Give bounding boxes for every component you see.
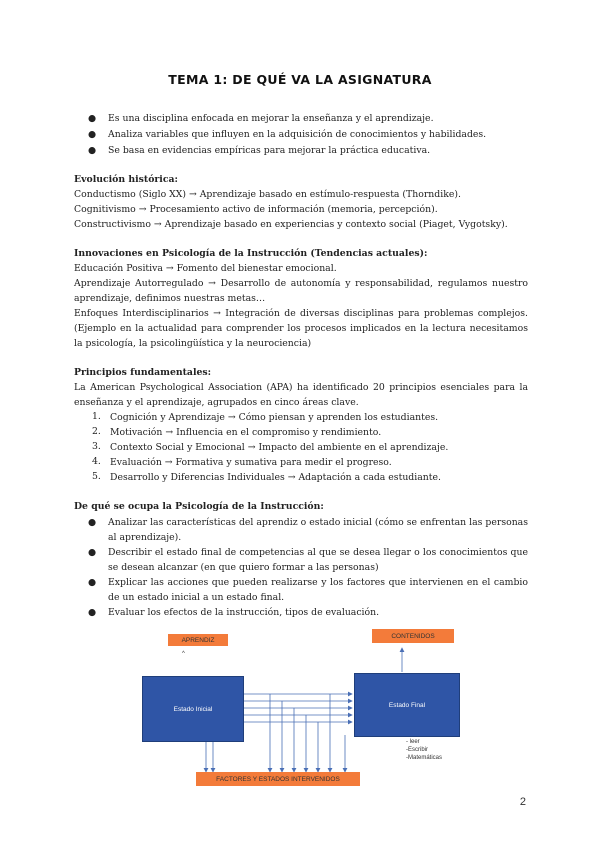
aprendiz-note-icon: ^ (182, 651, 185, 657)
skill-item: -Matemáticas (406, 755, 443, 761)
ocupa-bullet: Describir el estado final de competencias al que se desea llegar o los conocimientos que se desean alcanzar (en que quiero formar a las personas) (108, 547, 528, 573)
estado-final-box: Estado Final (354, 673, 460, 737)
innovaciones-line: Aprendizaje Autorregulado → Desarrollo de autonomía y responsabilidad, regulamos nuestro aprendizaje, definimos nuestras metas… (74, 278, 528, 304)
list-number: 2. (92, 426, 101, 437)
intro-bullet: Se basa en evidencias empíricas para mejorar la práctica educativa. (108, 145, 431, 156)
principio-item: Desarrollo y Diferencias Individuales → Adaptación a cada estudiante. (110, 472, 441, 483)
intro-bullet: Es una disciplina enfocada en mejorar la enseñanza y el aprendizaje. (108, 113, 434, 124)
ocupa-bullet: Evaluar los efectos de la instrucción, tipos de evaluación. (108, 607, 380, 618)
section-heading: Evolución histórica: (74, 174, 178, 185)
page-title: TEMA 1: DE QUÉ VA LA ASIGNATURA (168, 72, 432, 87)
evolucion-line: Cognitivismo → Procesamiento activo de información (memoria, percepción). (74, 204, 438, 215)
section-heading: Innovaciones en Psicología de la Instrucción (Tendencias actuales): (74, 248, 428, 259)
bullet-icon: ● (88, 145, 97, 156)
principio-item: Cognición y Aprendizaje → Cómo piensan y aprenden los estudiantes. (110, 412, 439, 423)
innovaciones-line: Enfoques Interdisciplinarios → Integración de diversas disciplinas para problemas complejos. (Ejemplo en la actualidad para comprender los procesos implicados en la lectura necesitamos la psicología, la psicolingüística y la neurociencia) (74, 308, 528, 349)
innovaciones-line: Educación Positiva → Fomento del bienestar emocional. (74, 263, 337, 274)
bullet-icon: ● (88, 129, 97, 140)
page-number: 2 (519, 796, 526, 808)
bullet-icon: ● (88, 577, 97, 588)
skill-item: - leer (406, 739, 420, 745)
aprendiz-label: APRENDIZ (168, 634, 228, 646)
bullet-icon: ● (88, 547, 97, 558)
factores-label: FACTORES Y ESTADOS INTERVENIDOS (196, 772, 360, 786)
section-heading: Principios fundamentales: (74, 367, 212, 378)
principio-item: Evaluación → Formativa y sumativa para medir el progreso. (110, 457, 392, 468)
bullet-icon: ● (88, 607, 97, 618)
list-number: 5. (92, 471, 101, 482)
principio-item: Motivación → Influencia en el compromiso y rendimiento. (110, 427, 382, 438)
skill-item: -Escribir (406, 747, 428, 753)
ocupa-bullet: Explicar las acciones que pueden realizarse y los factores que intervienen en el cambio de un estado inicial a un estado final. (108, 577, 528, 603)
intro-bullet: Analiza variables que influyen en la adquisición de conocimientos y habilidades. (108, 129, 487, 140)
list-number: 3. (92, 441, 101, 452)
principios-intro: La American Psychological Association (APA) ha identificado 20 principios esenciales para la enseñanza y el aprendizaje, agrupados en cinco áreas clave. (74, 382, 528, 408)
list-number: 4. (92, 456, 101, 467)
section-heading: De qué se ocupa la Psicología de la Instrucción: (74, 501, 324, 512)
ocupa-bullet: Analizar las características del aprendiz o estado inicial (cómo se enfrentan las personas al aprendizaje). (108, 517, 528, 543)
bullet-icon: ● (88, 517, 97, 528)
principio-item: Contexto Social y Emocional → Impacto del ambiente en el aprendizaje. (110, 442, 449, 453)
evolucion-line: Conductismo (Siglo XX) → Aprendizaje basado en estímulo-respuesta (Thorndike). (74, 189, 461, 200)
evolucion-line: Constructivismo → Aprendizaje basado en experiencias y contexto social (Piaget, Vygotsky). (74, 219, 508, 230)
contenidos-label: CONTENIDOS (372, 629, 454, 643)
list-number: 1. (92, 411, 101, 422)
estado-inicial-box: Estado Inicial (142, 676, 244, 742)
bullet-icon: ● (88, 113, 97, 124)
